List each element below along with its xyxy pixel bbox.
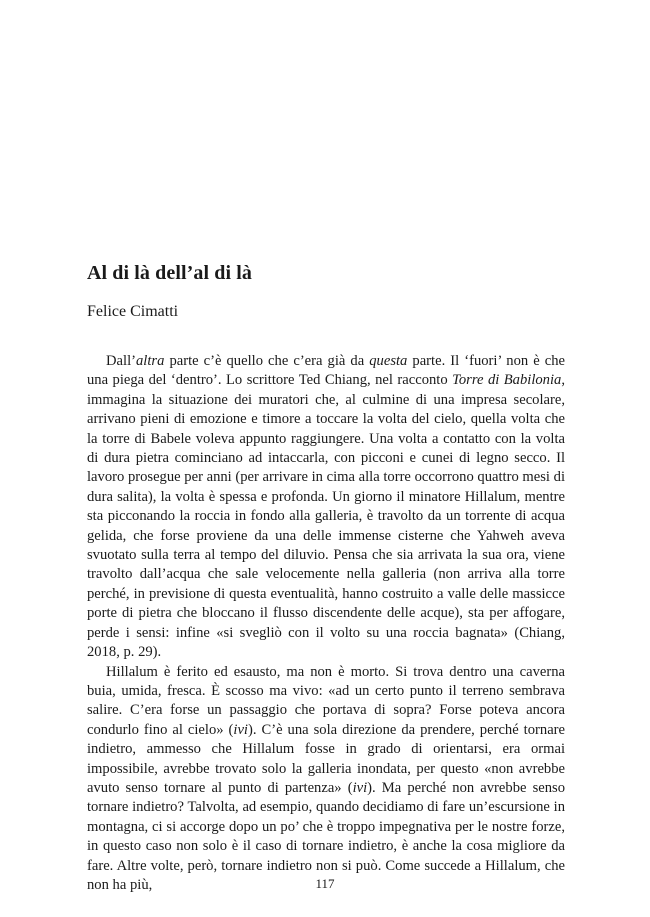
text-run: Hillalum è ferito ed esausto, ma non è morto. Si trova dentro una caverna buia, umida, fresca. È scosso ma vivo: «ad un certo punto il terreno sembrava salire. C’era forse un passaggio che portava di sopra? Forse poteva ancora condurlo fino al cielo» ( — [87, 663, 565, 738]
paragraph-1 — [87, 352, 565, 663]
text-run: ). C’è una sola direzione da prendere, perché tornare indietro, ammesso che Hillalum fosse in grado di orientarsi, era ormai impossibile, avrebbe trovato solo la galleria inondata, per questo «non avrebbe avuto senso tornare al punto di partenza» ( — [87, 721, 566, 796]
text-run: , immagina la situazione dei muratori che, al culmine di una impresa secolare, arrivano pieni di emozione e timore a toccare la volta del cielo, quella volta che la torre di Babele voleva appunto raggiungere. Una volta a contatto con la volta di dura pietra cominciano ad intaccarla, con picconi e cunei di legno secco. Il lavoro prosegue per anni (per arrivare in cima alla torre occorrono quattro mesi di dura salita), la volta è spessa e profonda. Un giorno il minatore Hillalum, mentre sta picconando la roccia in fondo alla galleria, è travolto da un torrente di acqua gelida, che forse proviene da una delle immense cisterne che Yahweh aveva svuotato sulla terra al tempo del diluvio. Pensa che sia arrivata la sua ora, viene travolto dall’acqua che sale velocemente nella galleria (non arriva alla torre perché, in previsione di questa eventualità, hanno costruito a valle delle massicce porte di pietra che bloccano il flusso discendente delle acque), sta per affogare, perde i sensi: infine «si svegliò con il volto su una roccia bagnata» (Chiang, 2018, p. 29). — [87, 372, 565, 661]
text-run: ). Ma perché non avrebbe senso tornare indietro? Talvolta, ad esempio, quando decidiamo di fare un’escursione in montagna, ci si accorge dopo un po’ che è troppo impegnativa per le nostre forze, in questo caso non solo è il caso di tornare indietro, è anche la cosa migliore da fare. Altre volte, però, tornare indietro non si può. Come succede a Hillalum, che non ha più, — [87, 779, 565, 893]
italic-text: ivi — [352, 779, 368, 796]
paragraph-2 — [87, 663, 565, 896]
text-run: parte. Il ‘fuori’ non è che una piega del ‘dentro’. Lo scrittore Ted Chiang, nel racconto — [87, 353, 566, 389]
text-run: Dall’ — [106, 353, 136, 369]
text-run: parte c’è quello che c’era già da — [164, 353, 370, 369]
page-number: 117 — [315, 876, 335, 891]
italic-text: altra — [136, 353, 165, 369]
italic-text: questa — [369, 353, 408, 369]
body-text — [87, 352, 565, 895]
italic-text: ivi — [233, 721, 248, 738]
chapter-title: Al di là dell’al di là — [87, 262, 253, 284]
author-name: Felice Cimatti — [87, 303, 179, 320]
italic-text: Torre di Babilonia — [452, 372, 562, 389]
